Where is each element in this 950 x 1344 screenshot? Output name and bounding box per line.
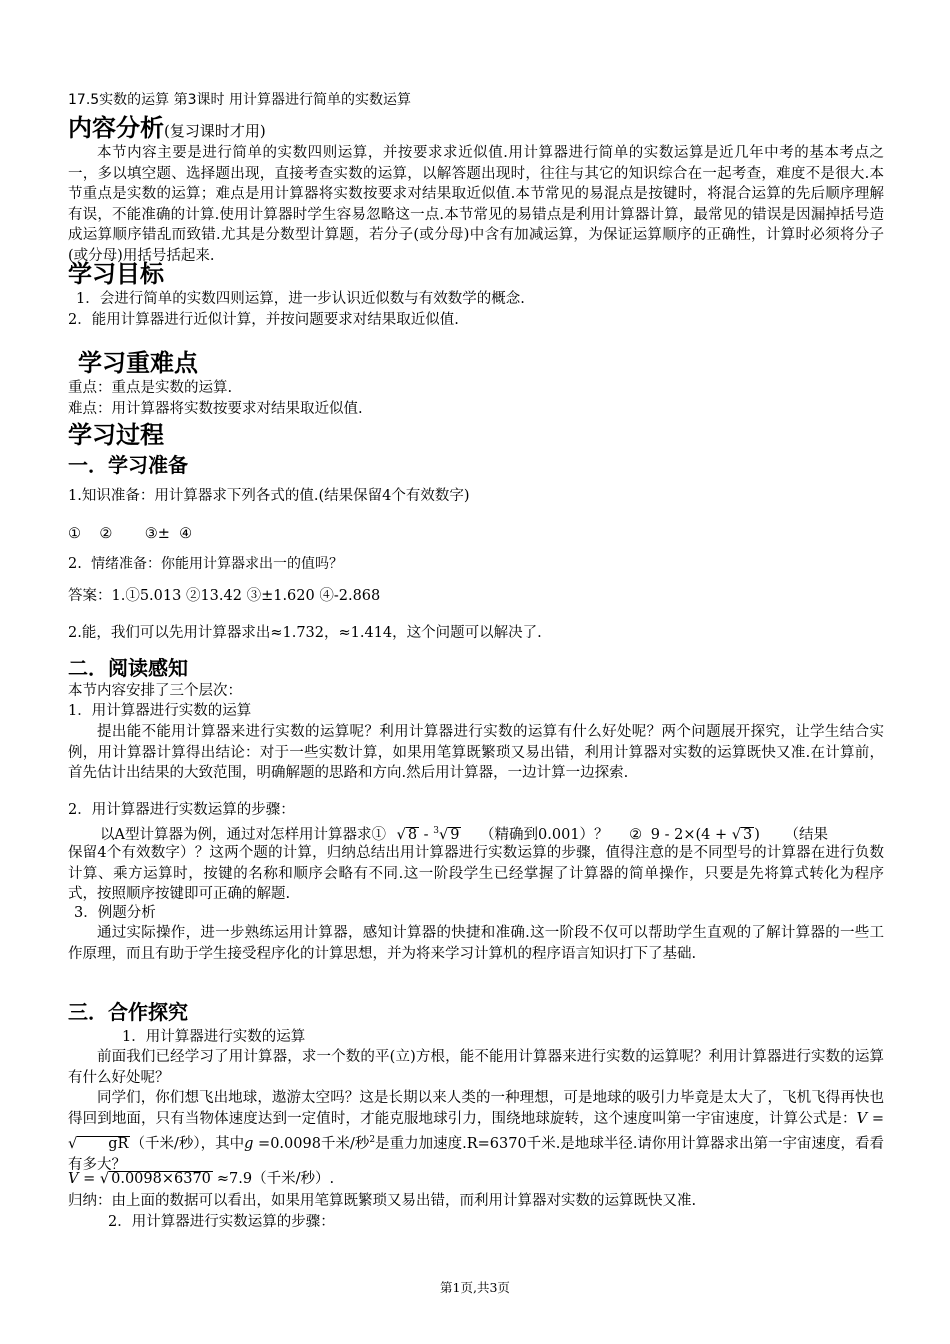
goal-item-1: 1．会进行简单的实数四则运算，进一步认识近似数与有效数学的概念. (76, 291, 525, 307)
formula-root: gR (77, 1136, 130, 1152)
section3-heading: 三．合作探究 (68, 1000, 188, 1024)
sub2-line1-intro: 以A型计算器为例，通过对怎样用计算器求① (100, 826, 386, 843)
emotion-prep-question (68, 554, 884, 574)
section2-sub3-paragraph: 通过实际操作，进一步熟练运用计算器，感知计算器的快捷和准确.这一阶段不仅可以帮助学生直观的了解计算器的一些工作原理，而且有助于学生接受程序化的计算思想，并为将来学习计算机的程序语言知识打下了基础. (68, 925, 884, 962)
calc-v: V (68, 1171, 79, 1187)
calc-root: 0.0098×6370 (111, 1171, 211, 1187)
emotion-prep-text: 情绪准备：你能用计算器求出一的值吗？ (91, 556, 344, 572)
knowledge-prep-question: 1.知识准备：用计算器求下列各式的值.(结果保留4个有效数字) (68, 488, 470, 504)
section3-sub1-title: 1．用计算器进行实数的运算 (122, 1029, 306, 1045)
answer-2: 2.能，我们可以先用计算器求出≈1.732，≈1.414，这个问题可以解决了. (68, 625, 542, 641)
expression-2-end: ) (754, 826, 760, 843)
key-point-difficult: 难点：用计算器将实数按要求对结果取近似值. (68, 401, 363, 417)
escape-velocity-question: 是重力加速度.R=6370千米.是地球半径.请你用计算器求出第一宇宙速度，看看有多大？ (68, 1135, 884, 1173)
content-analysis-note: (复习课时才用) (164, 122, 266, 140)
section1-heading: 一．学习准备 (68, 453, 188, 477)
section2-heading: 二．阅读感知 (68, 656, 188, 680)
section2-sub2-title: 2．用计算器进行实数运算的步骤： (68, 802, 295, 818)
sub2-line1-result: （结果 (784, 826, 828, 843)
section3-sub2-title: 2．用计算器进行实数运算的步骤： (108, 1214, 335, 1230)
content-analysis-paragraph: 本节内容主要是进行简单的实数四则运算，并按要求求近似值.用计算器进行简单的实数运算是近几年中考的基本考点之一，多以填空题、选择题出现，直接考查实数的运算，以解答题出现时，往往与其它的知识综合在一起考查，难度不是很大.本节重点是实数的运算；难点是用计算器将实数按要求对结果取近似值.本节常见的易混点是按键时，将混合运算的先后顺序理解有误，不能准确的计算.使用计算器时学生容易忽略这一点.本节常见的易错点是利用计算器计算，最常见的错误是因漏掉括号造成运算顺序错乱而致错.尤其是分数型计算题，若分子(或分母)中含有加减运算，为保证运算顺序的正确性，计算时必须将分子(或分母)用括号括起来. (68, 145, 884, 264)
formula-v: V (856, 1111, 868, 1127)
calc-eq: = (78, 1171, 100, 1187)
formula-eq: = (867, 1111, 884, 1127)
expression-2: 9 - 2×(4 + √ 3 ) (650, 826, 760, 843)
expression-2-root: 3 (742, 826, 753, 843)
process-heading: 学习过程 (68, 421, 164, 449)
knowledge-prep-items: ① ② ③± ④ (68, 526, 193, 542)
section3-paragraph-2: 同学们，你们想飞出地球，遨游太空吗？这是长期以来人类的一种理想，可是地球的吸引力毕竟是太大了，飞机飞得再快也得回到地面，只有当物体速度达到一定值时，才能克服地球引力，围绕地球旋转，这个速度叫第一宇宙速度，计算公式是：V = √ gR （千米/秒），其中g =0.0098千米/秒$^2$是重力加速度.R=6370千米.是地球半径.请你用计算器求出第一宇宙速度，看看有多大？ (68, 1090, 884, 1173)
section2-intro: 本节内容安排了三个层次： (68, 683, 242, 699)
content-analysis-title: 内容分析 (68, 114, 164, 142)
section2-sub2-line1 (100, 821, 890, 845)
expression-2-head: 9 - 2×(4 + (650, 826, 732, 843)
section3-paragraph-1: 前面我们已经学习了用计算器，求一个数的平(立)方根，能不能用计算器来进行实数的运算呢？利用计算器进行实数的运算有什么好处呢？ (68, 1049, 884, 1086)
key-points-heading: 学习重难点 (78, 349, 198, 377)
calc-result: ≈7.9（千米/秒）. (216, 1171, 335, 1187)
calculation-line: V = √ 0.0098×6370 ≈7.9（千米/秒）. (68, 1171, 335, 1187)
sub2-line1-precision: （精确到0.001）？ (480, 826, 609, 843)
section2-sub1-title: 1．用计算器进行实数的运算 (68, 703, 252, 719)
answer-1: 答案：1.①5.013 ②13.42 ③±1.620 ④-2.868 (68, 588, 381, 604)
page-footer: 第1页,共3页 (440, 1280, 510, 1295)
g-unit: 千米/秒 (320, 1135, 370, 1152)
expression-1-minus: - (419, 826, 434, 843)
g-value: =0.0098 (253, 1135, 321, 1152)
section2-sub3-title: 3．例题分析 (74, 905, 156, 921)
escape-velocity-intro: 同学们，你们想飞出地球，遨游太空吗？这是长期以来人类的一种理想，可是地球的吸引力毕竟是太大了，飞机飞得再快也得回到地面，只有当物体速度达到一定值时，才能克服地球引力，围绕地球旋转，这个速度叫第一宇宙速度，计算公式是： (68, 1090, 884, 1127)
key-point-important: 重点：重点是实数的运算. (68, 380, 233, 396)
goals-heading: 学习目标 (68, 260, 164, 288)
circle-2: ② (629, 826, 643, 843)
expression-1: √ 8 - $^3$√ 9 (396, 826, 460, 843)
section2-sub1-paragraph: 提出能不能用计算器来进行实数的运算呢？利用计算器进行实数的运算有什么好处呢？两个问题展开探究，让学生结合实例，用计算器计算得出结论：对于一些实数计算，如果用笔算既繁琐又易出错，利用计算器对实数的运算既快又准.在计算前，首先估计出结果的大致范围，明确解题的思路和方向.然后用计算器，一边计算一边探索. (68, 724, 884, 781)
section3-summary: 归纳：由上面的数据可以看出，如果用笔算既繁琐又易出错，而利用计算器对实数的运算既快又准. (68, 1193, 697, 1209)
section2-sub2-paragraph: 保留4个有效数字）？这两个题的计算，归纳总结出用计算器进行实数运算的步骤，值得注意的是不同型号的计算器在进行负数计算、乘方运算时，按键的名称和顺序会略有不同.这一阶段学生已经掌握了计算器的简单操作，只要是先将算式转化为程序式，按照顺序按键即可正确的解题. (68, 845, 884, 902)
emotion-prep-number: 2. (68, 556, 82, 572)
g-symbol: g (244, 1135, 254, 1152)
g-unit-exponent: 2 (369, 1135, 376, 1145)
expression-1-radicand-a: 8 (407, 826, 418, 843)
escape-velocity-unit: （千米/秒），其中 (130, 1135, 245, 1152)
content-analysis-heading (68, 113, 266, 146)
header-title: 17.5实数的运算 第3课时 用计算器进行简单的实数运算 (68, 92, 411, 108)
expression-1-radicand-b: 9 (450, 826, 460, 843)
goal-item-2: 2．能用计算器进行近似计算，并按问题要求对结果取近似值. (68, 312, 459, 328)
